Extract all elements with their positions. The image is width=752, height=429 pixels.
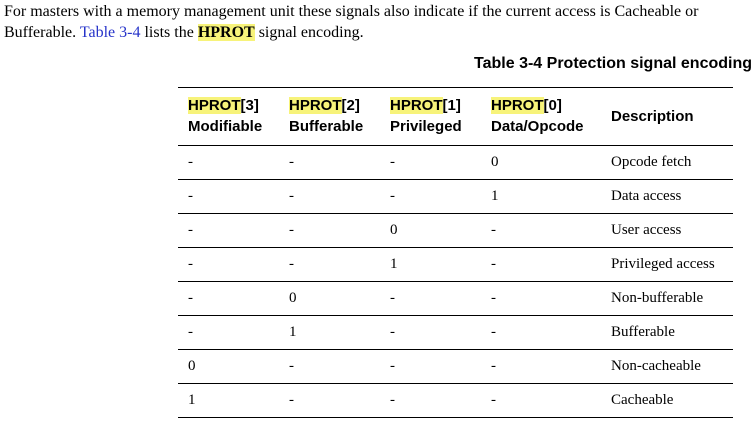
cell-hprot-1: 1 xyxy=(380,248,481,282)
cell-hprot-1: - xyxy=(380,282,481,316)
cell-hprot-2: - xyxy=(279,350,380,384)
header-hprot-1 xyxy=(380,88,481,146)
header-hprot-0 xyxy=(481,88,601,146)
cell-hprot-1: - xyxy=(380,146,481,180)
header-hprot-3 xyxy=(178,88,279,146)
header-signal: HPROT xyxy=(188,97,241,114)
table-row xyxy=(178,384,733,418)
cell-hprot-3: - xyxy=(178,248,279,282)
cell-description: Cacheable xyxy=(601,384,733,418)
cell-description: Non-bufferable xyxy=(601,282,733,316)
table-caption: Table 3-4 Protection signal encoding xyxy=(474,55,752,72)
table-row xyxy=(178,282,733,316)
header-bit: [0] xyxy=(543,97,562,114)
intro-paragraph xyxy=(4,1,748,43)
table-row xyxy=(178,146,733,180)
cell-hprot-1: - xyxy=(380,384,481,418)
table-header-row xyxy=(178,88,733,146)
cell-description: User access xyxy=(601,214,733,248)
cell-hprot-2: 1 xyxy=(279,316,380,350)
header-signal: HPROT xyxy=(289,97,342,114)
table-row xyxy=(178,248,733,282)
cell-hprot-1: - xyxy=(380,180,481,214)
cell-description: Non-cacheable xyxy=(601,350,733,384)
cell-hprot-0: - xyxy=(481,248,601,282)
intro-text-after: signal encoding. xyxy=(254,24,364,41)
cell-hprot-2: - xyxy=(279,384,380,418)
hprot-highlight: HPROT xyxy=(197,24,255,41)
intro-text-middle: lists the xyxy=(140,24,198,41)
cell-hprot-2: 0 xyxy=(279,282,380,316)
cell-hprot-3: - xyxy=(178,180,279,214)
header-label: Privileged xyxy=(390,118,462,135)
header-description: Description xyxy=(601,88,733,146)
header-bit: [2] xyxy=(341,97,360,114)
cell-hprot-3: - xyxy=(178,214,279,248)
cell-hprot-2: - xyxy=(279,214,380,248)
cell-hprot-1: - xyxy=(380,316,481,350)
cell-hprot-2: - xyxy=(279,180,380,214)
header-bit: [3] xyxy=(240,97,259,114)
table-3-4-link[interactable]: Table 3-4 xyxy=(79,24,141,41)
cell-hprot-0: - xyxy=(481,282,601,316)
header-label: Modifiable xyxy=(188,118,263,135)
cell-hprot-0: 1 xyxy=(481,180,601,214)
cell-hprot-2: - xyxy=(279,146,380,180)
cell-hprot-1: 0 xyxy=(380,214,481,248)
header-signal: HPROT xyxy=(491,97,544,114)
header-label: Bufferable xyxy=(289,118,364,135)
protection-signal-table xyxy=(178,87,733,418)
cell-hprot-3: 1 xyxy=(178,384,279,418)
table-row xyxy=(178,316,733,350)
header-label: Data/Opcode xyxy=(491,118,584,135)
cell-hprot-0: 0 xyxy=(481,146,601,180)
cell-description: Bufferable xyxy=(601,316,733,350)
header-signal: HPROT xyxy=(390,97,443,114)
cell-hprot-1: - xyxy=(380,350,481,384)
header-hprot-2 xyxy=(279,88,380,146)
cell-hprot-3: - xyxy=(178,146,279,180)
cell-hprot-0: - xyxy=(481,384,601,418)
table-row xyxy=(178,214,733,248)
header-bit: [1] xyxy=(442,97,461,114)
cell-hprot-2: - xyxy=(279,248,380,282)
cell-hprot-3: 0 xyxy=(178,350,279,384)
cell-hprot-3: - xyxy=(178,282,279,316)
cell-description: Privileged access xyxy=(601,248,733,282)
cell-hprot-0: - xyxy=(481,316,601,350)
table-row xyxy=(178,350,733,384)
intro-text-before: For masters with a memory management unit these signals also indicate if the current access is Cacheable or Bufferable. xyxy=(4,3,699,41)
table-body xyxy=(178,146,733,418)
cell-hprot-0: - xyxy=(481,350,601,384)
cell-description: Opcode fetch xyxy=(601,146,733,180)
cell-hprot-3: - xyxy=(178,316,279,350)
cell-hprot-0: - xyxy=(481,214,601,248)
table-row xyxy=(178,180,733,214)
cell-description: Data access xyxy=(601,180,733,214)
